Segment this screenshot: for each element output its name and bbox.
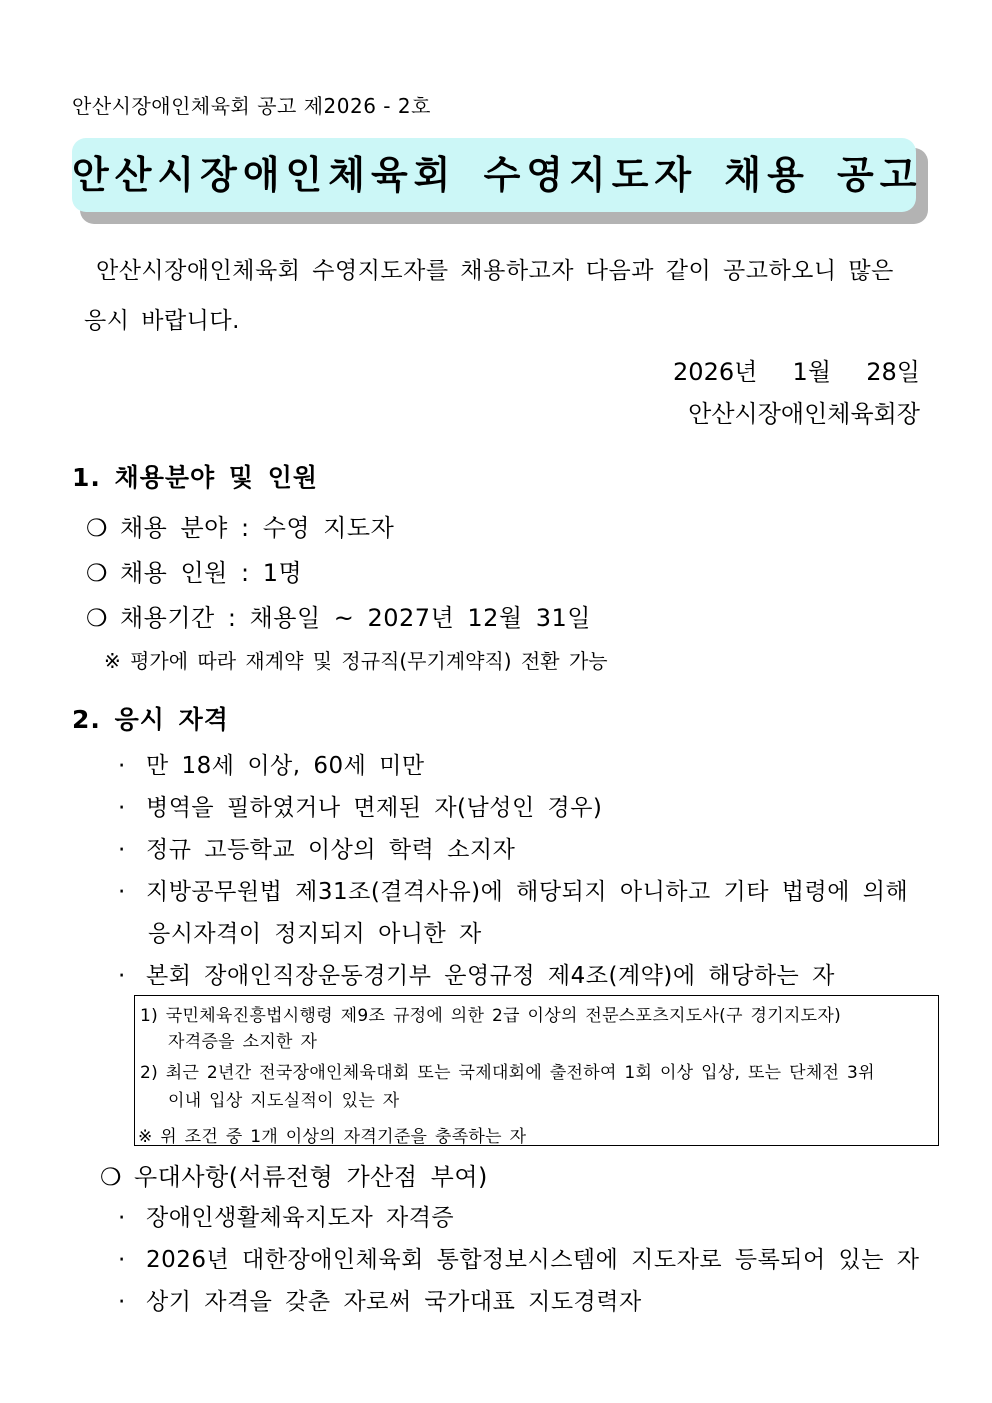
qualification-item (118, 873, 908, 906)
dot-bullet-icon: · (118, 1205, 126, 1231)
qualification-text: 지방공무원법 제31조(결격사유)에 해당되지 아니하고 기타 법령에 의해 (146, 879, 909, 905)
dot-bullet-icon: · (118, 795, 126, 821)
criteria-item-1: 1) 국민체육진흥법시행령 제9조 규정에 의한 2급 이상의 전문스포츠지도사(구 경기지도자) (140, 1006, 842, 1026)
recruit-period-text: 채용기간 : 채용일 ~ 2027년 12월 31일 (120, 604, 591, 632)
preference-text: 장애인생활체육지도자 자격증 (146, 1205, 455, 1231)
criteria-item-2-continued: 이내 입상 지도실적이 있는 자 (168, 1091, 400, 1111)
circle-bullet-icon: ❍ (100, 1163, 123, 1191)
criteria-note: ※ 위 조건 중 1개 이상의 자격기준을 충족하는 자 (138, 1127, 527, 1147)
intro-line-2: 응시 바랍니다. (84, 308, 240, 334)
dot-bullet-icon: · (118, 837, 126, 863)
qualification-item (118, 957, 835, 990)
criteria-item-1-continued: 자격증을 소지한 자 (168, 1032, 318, 1052)
recruit-field-item (86, 508, 394, 543)
section-1-heading: 1. 채용분야 및 인원 (72, 463, 319, 492)
preference-text: 상기 자격을 갖춘 자로써 국가대표 지도경력자 (146, 1289, 642, 1315)
dot-bullet-icon: · (118, 879, 126, 905)
circle-bullet-icon: ❍ (86, 514, 109, 542)
preference-item (118, 1199, 454, 1232)
section-2-heading: 2. 응시 자격 (72, 705, 229, 734)
preference-item (118, 1283, 642, 1316)
page-title: 안산시장애인체육회 수영지도자 채용 공고 (72, 153, 923, 197)
qualification-text: 본회 장애인직장운동경기부 운영규정 제4조(계약)에 해당하는 자 (146, 963, 835, 989)
notice-date: 2026년 1월 28일 (673, 358, 920, 386)
qualification-item (118, 831, 515, 864)
qualification-text: 병역을 필하였거나 면제된 자(남성인 경우) (146, 795, 603, 821)
recruit-period-item (86, 598, 591, 633)
qualification-text: 정규 고등학교 이상의 학력 소지자 (146, 837, 516, 863)
recruit-count-text: 채용 인원 : 1명 (120, 559, 303, 587)
dot-bullet-icon: · (118, 1247, 126, 1273)
signer: 안산시장애인체육회장 (688, 400, 920, 428)
recruit-count-item (86, 553, 302, 588)
recruit-field-text: 채용 분야 : 수영 지도자 (120, 514, 395, 542)
preference-heading-text: 우대사항(서류전형 가산점 부여) (134, 1163, 488, 1191)
notice-number: 안산시장애인체육회 공고 제2026 - 2호 (72, 94, 431, 118)
criteria-item-2: 2) 최근 2년간 전국장애인체육대회 또는 국제대회에 출전하여 1회 이상 입상, 또는 단체전 3위 (140, 1063, 875, 1083)
qualification-text: 만 18세 이상, 60세 미만 (146, 753, 425, 779)
preference-text: 2026년 대한장애인체육회 통합정보시스템에 지도자로 등록되어 있는 자 (146, 1247, 920, 1273)
intro-line-1: 안산시장애인체육회 수영지도자를 채용하고자 다음과 같이 공고하오니 많은 (96, 258, 894, 284)
preference-item (118, 1241, 920, 1274)
circle-bullet-icon: ❍ (86, 559, 109, 587)
dot-bullet-icon: · (118, 963, 126, 989)
qualification-text-continued: 응시자격이 정지되지 아니한 자 (148, 921, 482, 947)
dot-bullet-icon: · (118, 753, 126, 779)
qualification-item (118, 747, 425, 780)
qualification-item (118, 789, 602, 822)
dot-bullet-icon: · (118, 1289, 126, 1315)
preference-heading (100, 1157, 488, 1192)
contract-note: ※ 평가에 따라 재계약 및 정규직(무기계약직) 전환 가능 (104, 649, 608, 673)
circle-bullet-icon: ❍ (86, 604, 109, 632)
